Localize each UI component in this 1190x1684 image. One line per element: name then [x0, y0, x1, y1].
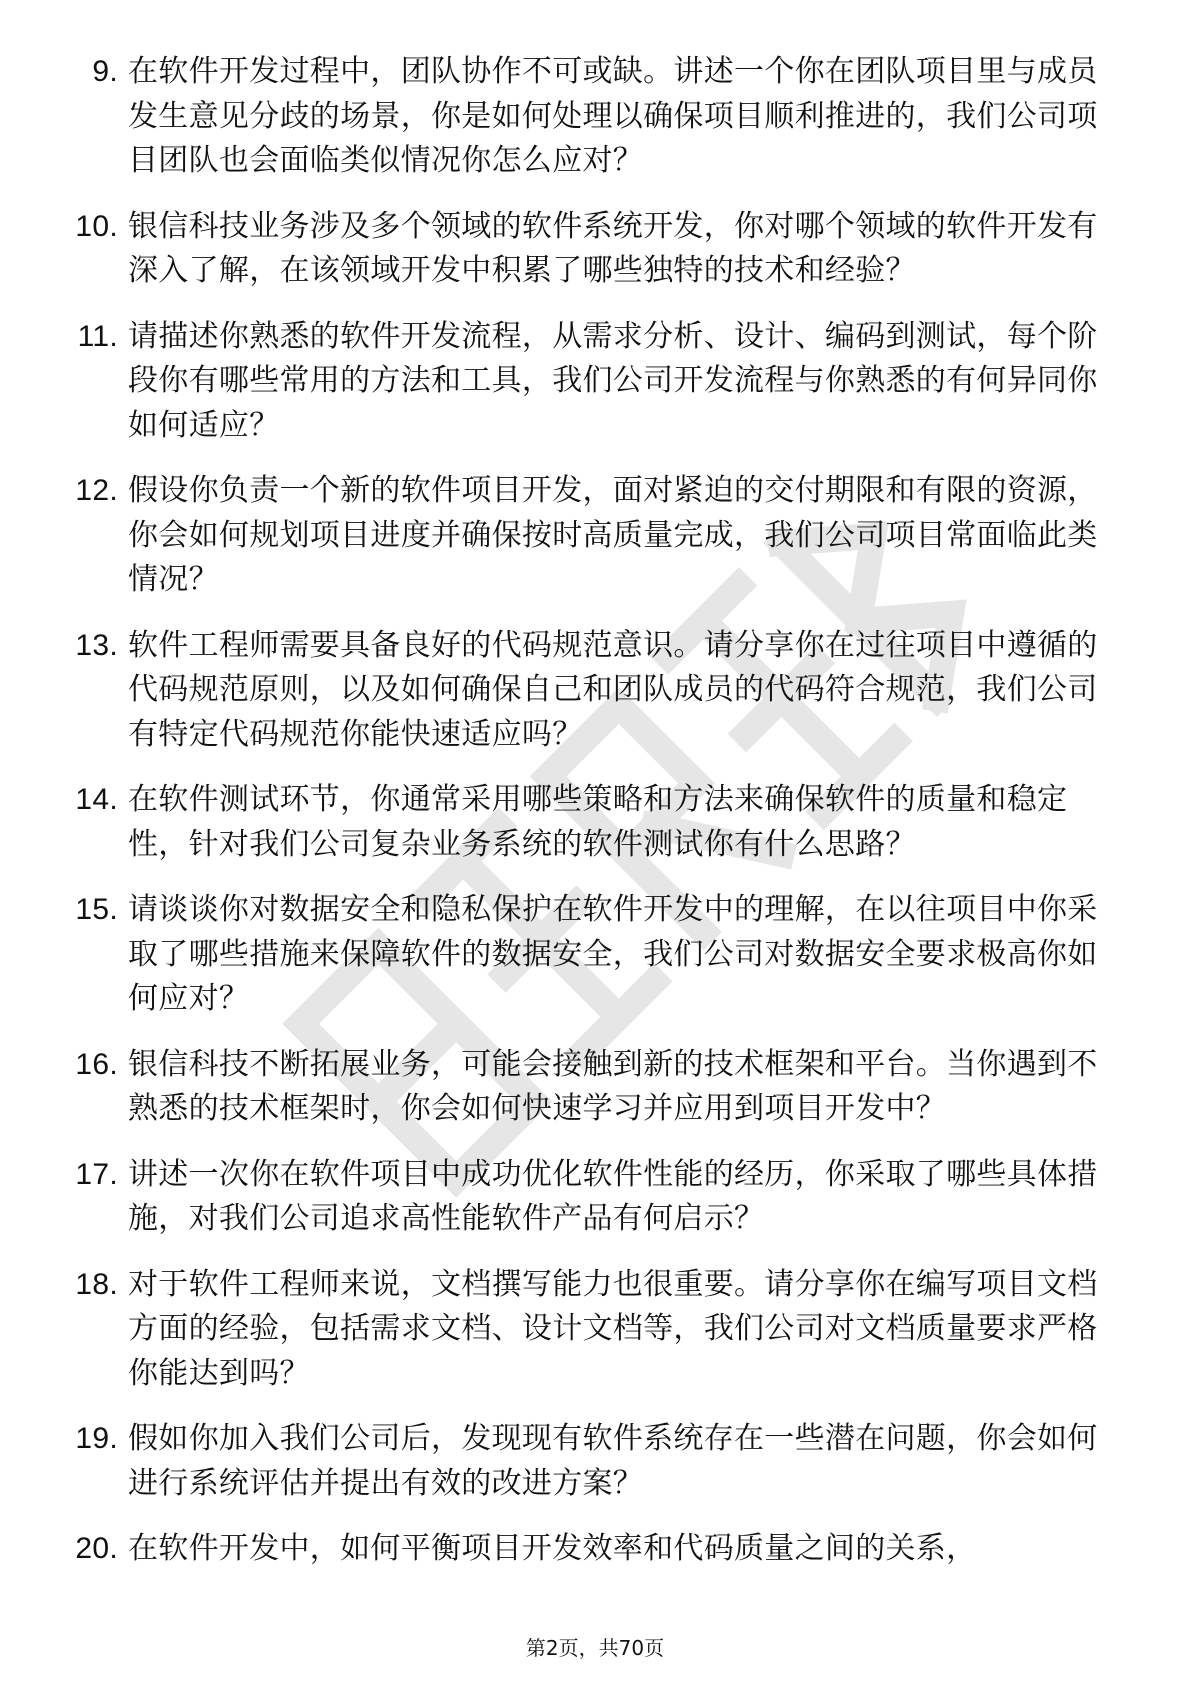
question-text: 银信科技不断拓展业务，可能会接触到新的技术框架和平台。当你遇到不熟悉的技术框架时，你会如何快速学习并应用到项目开发中？: [128, 1046, 1098, 1126]
question-item: [60, 315, 1120, 449]
question-item: [60, 1417, 1120, 1506]
question-item: [60, 778, 1120, 867]
page-footer: 第2页，共70页: [525, 1636, 665, 1660]
question-text: 在软件开发中，如何平衡项目开发效率和代码质量之间的关系，: [128, 1531, 977, 1566]
question-text: 在软件测试环节，你通常采用哪些策略和方法来确保软件的质量和稳定性，针对我们公司复杂业务系统的软件测试你有什么思路？: [128, 782, 1068, 862]
question-item: [60, 888, 1120, 1022]
question-number: 11.: [77, 319, 118, 353]
question-number: 14.: [75, 783, 118, 816]
question-text: 讲述一次你在软件项目中成功优化软件性能的经历，你采取了哪些具体措施，对我们公司追求高性能软件产品有何启示？: [128, 1156, 1098, 1236]
question-item: [60, 1043, 1120, 1132]
question-number: 12.: [75, 474, 118, 507]
question-number: 15.: [75, 893, 118, 926]
question-number: 10.: [75, 209, 118, 243]
question-number: 17.: [75, 1157, 118, 1191]
question-item: [60, 205, 1120, 294]
question-number: 20.: [75, 1532, 118, 1565]
question-text: 请谈谈你对数据安全和隐私保护在软件开发中的理解，在以往项目中你采取了哪些措施来保障软件的数据安全，我们公司对数据安全要求极高你如何应对？: [128, 892, 1098, 1016]
question-text: 请描述你熟悉的软件开发流程，从需求分析、设计、编码到测试，每个阶段你有哪些常用的方法和工具，我们公司开发流程与你熟悉的有何异同你如何适应？: [128, 318, 1098, 443]
question-item: [60, 1527, 1120, 1572]
question-number: 16.: [75, 1047, 118, 1081]
question-item: [60, 1263, 1120, 1397]
question-list: [60, 50, 1120, 1593]
question-item: [60, 469, 1120, 603]
question-item: [60, 1153, 1120, 1242]
question-number: 9.: [92, 55, 118, 88]
question-text: 对于软件工程师来说，文档撰写能力也很重要。请分享你在编写项目文档方面的经验，包括需求文档、设计文档等，我们公司对文档质量要求严格你能达到吗？: [128, 1266, 1098, 1391]
question-number: 13.: [75, 628, 118, 662]
question-number: 18.: [75, 1267, 118, 1301]
question-text: 银信科技业务涉及多个领域的软件系统开发，你对哪个领域的软件开发有深入了解，在该领域开发中积累了哪些独特的技术和经验？: [128, 208, 1098, 288]
question-text: 假如你加入我们公司后，发现现有软件系统存在一些潜在问题，你会如何进行系统评估并提出有效的改进方案？: [128, 1421, 1098, 1501]
question-item: [60, 624, 1120, 758]
question-text: 在软件开发过程中，团队协作不可或缺。讲述一个你在团队项目里与成员发生意见分歧的场景，你是如何处理以确保项目顺利推进的，我们公司项目团队也会面临类似情况你怎么应对？: [128, 54, 1098, 178]
question-number: 19.: [75, 1422, 118, 1455]
question-text: 软件工程师需要具备良好的代码规范意识。请分享你在过往项目中遵循的代码规范原则，以及如何确保自己和团队成员的代码符合规范，我们公司有特定代码规范你能快速适应吗？: [128, 627, 1098, 752]
question-item: [60, 50, 1120, 184]
question-text: 假设你负责一个新的软件项目开发，面对紧迫的交付期限和有限的资源，你会如何规划项目进度并确保按时高质量完成，我们公司项目常面临此类情况？: [128, 473, 1098, 597]
